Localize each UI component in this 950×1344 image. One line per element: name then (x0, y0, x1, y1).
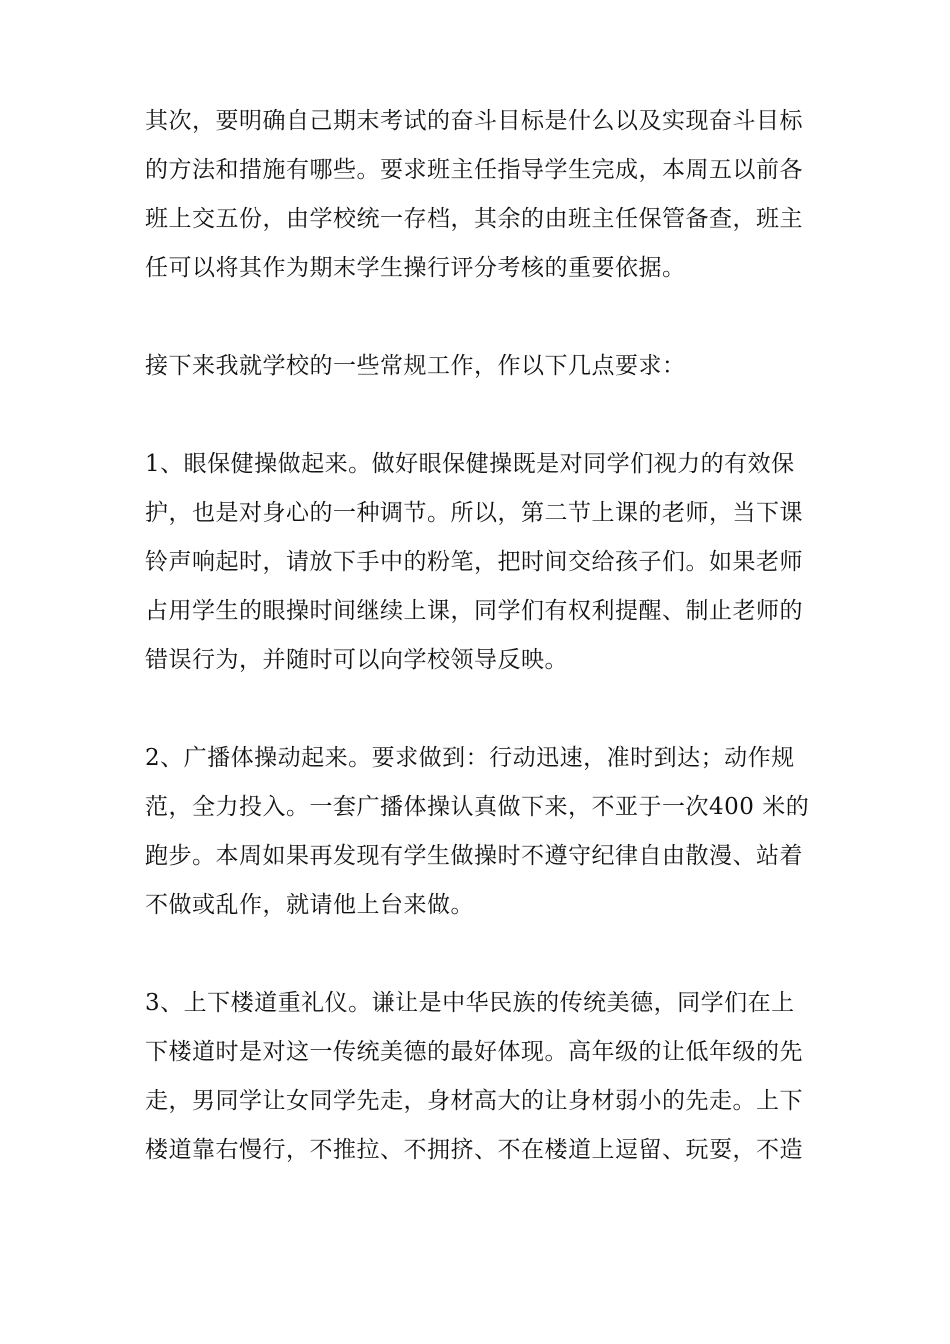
text-line: 护，也是对身心的一种调节。所以，第二节上课的老师，当下课 (145, 500, 803, 526)
paragraph-spacer (145, 930, 825, 979)
paragraph-intro (145, 342, 825, 391)
paragraph-spacer (145, 293, 825, 342)
text-line: 1、眼保健操做起来。做好眼保健操既是对同学们视力的有效保 (145, 451, 795, 477)
text-line: 班上交五份，由学校统一存档，其余的由班主任保管备查，班主 (145, 206, 803, 232)
text-line: 任可以将其作为期末学生操行评分考核的重要依据。 (145, 255, 686, 281)
paragraph-goals (145, 97, 825, 293)
text-line: 3、上下楼道重礼仪。谦让是中华民族的传统美德，同学们在上 (145, 990, 795, 1016)
text-line: 走，男同学让女同学先走，身材高大的让身材弱小的先走。上下 (145, 1088, 803, 1114)
text-line: 楼道靠右慢行，不推拉、不拥挤、不在楼道上逗留、玩耍，不造 (145, 1137, 803, 1163)
text-line: 其次，要明确自己期末考试的奋斗目标是什么以及实现奋斗目标 (145, 108, 803, 134)
document-body (145, 97, 825, 1175)
paragraph-spacer (145, 685, 825, 734)
paragraph-item-3 (145, 979, 825, 1175)
text-line: 接下来我就学校的一些常规工作，作以下几点要求： (145, 353, 686, 379)
text-line: 不做或乱作，就请他上台来做。 (145, 892, 474, 918)
text-line: 铃声响起时，请放下手中的粉笔，把时间交给孩子们。如果老师 (145, 549, 803, 575)
paragraph-spacer (145, 391, 825, 440)
paragraph-item-2 (145, 734, 825, 930)
text-line: 下楼道时是对这一传统美德的最好体现。高年级的让低年级的先 (145, 1039, 803, 1065)
text-line: 2、广播体操动起来。要求做到：行动迅速，准时到达；动作规 (145, 745, 795, 771)
text-line: 跑步。本周如果再发现有学生做操时不遵守纪律自由散漫、站着 (145, 843, 803, 869)
text-line: 错误行为，并随时可以向学校领导反映。 (145, 647, 568, 673)
text-line: 范，全力投入。一套广播体操认真做下来，不亚于一次400 米的 (145, 794, 810, 820)
paragraph-item-1 (145, 440, 825, 685)
text-line: 占用学生的眼操时间继续上课，同学们有权利提醒、制止老师的 (145, 598, 803, 624)
text-line: 的方法和措施有哪些。要求班主任指导学生完成，本周五以前各 (145, 157, 803, 183)
